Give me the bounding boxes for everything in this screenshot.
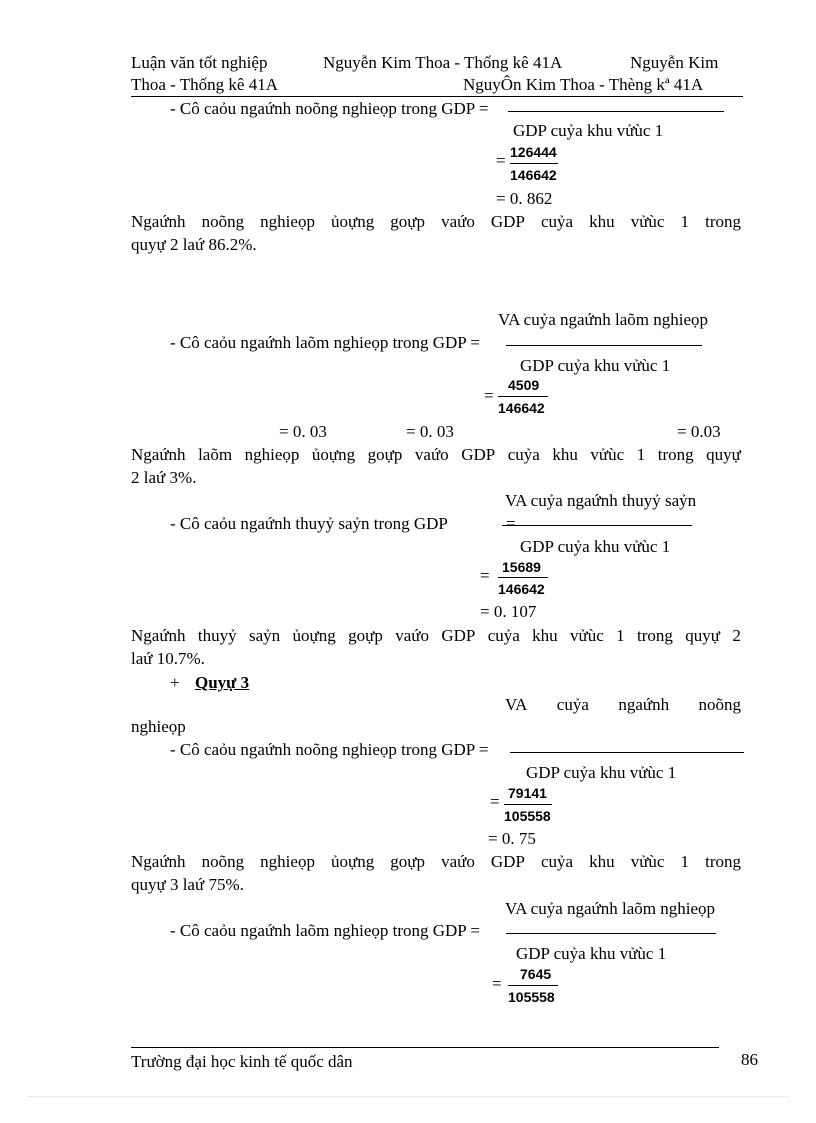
q2-forest-result-1: = 0. 03	[279, 422, 327, 441]
q2-forest-result-2: = 0. 03	[406, 422, 454, 441]
q3-agri-numerator-text	[505, 696, 741, 713]
word: khu	[589, 212, 615, 231]
header-rule	[131, 96, 743, 97]
q2-fish-result: = 0. 107	[480, 602, 537, 621]
word: GDP	[490, 212, 525, 231]
q2-agri-label: - Cô caỏu ngaứnh noõng nghieọp trong GDP =	[170, 99, 489, 118]
word: thuyỷ	[197, 626, 237, 645]
word: noõng	[201, 212, 245, 231]
equals-sign: =	[490, 792, 500, 811]
q2-forest-fraction-bar	[498, 396, 548, 397]
word: laõm	[198, 445, 233, 464]
q3-agri-denominator: 105558	[504, 808, 551, 824]
q2-agri-paragraph-line2: quyự 2 laứ 86.2%.	[131, 235, 257, 254]
q3-bullet: +	[170, 673, 180, 692]
q2-forest-denominator: 146642	[498, 400, 545, 416]
header-author-garbled: NguyÔn Kim Thoa - Thèng kª 41A	[463, 75, 704, 94]
word: ủoựng	[331, 852, 375, 871]
q3-agri-numerator: 79141	[508, 785, 547, 801]
word: goựp	[390, 212, 426, 231]
q2-agri-result: = 0. 862	[496, 189, 553, 208]
q2-forest-fraction-line	[506, 345, 702, 346]
q3-forest-equals: =	[492, 974, 502, 993]
q3-forest-numerator-text: VA cuỷa ngaứnh laõm nghieọp	[505, 899, 716, 918]
word: noõng	[201, 852, 245, 871]
q2-fish-equals: =	[506, 514, 516, 533]
word: goựp	[390, 852, 426, 871]
word: vửùc	[570, 626, 604, 645]
equals-sign: =	[480, 566, 490, 585]
word: cuỷa	[540, 852, 574, 871]
footer-rule	[131, 1047, 719, 1048]
q3-forest-fraction-bar	[508, 985, 558, 986]
q3-agri-fraction-line	[510, 752, 744, 753]
q3-forest-label: - Cô caỏu ngaứnh laõm nghieọp trong GDP =	[170, 921, 480, 940]
q2-forest-numerator-text: VA cuỷa ngaứnh laõm nghieọp	[498, 310, 709, 329]
word: ủoựng	[311, 445, 356, 464]
word: GDP	[441, 626, 476, 645]
q3-heading: Quyự 3	[195, 673, 250, 692]
equals-sign: =	[484, 386, 494, 405]
word: ngaứnh	[618, 695, 670, 714]
header-author-wrap: Thoa - Thống kê 41A	[131, 75, 278, 94]
q2-agri-denominator: 146642	[510, 167, 557, 183]
word: nghieọp	[244, 445, 300, 464]
word: cuỷa	[507, 445, 540, 464]
q2-agri-paragraph-line1	[131, 213, 741, 230]
word: quyự	[685, 626, 720, 645]
word: Ngaứnh	[131, 852, 186, 871]
word: Ngaứnh	[131, 212, 186, 231]
q2-fish-paragraph-line2: laứ 10.7%.	[131, 649, 205, 668]
word: trong	[636, 626, 673, 645]
word: khu	[532, 626, 558, 645]
word: vaứo	[441, 852, 475, 871]
word: vaứo	[414, 445, 449, 464]
q2-forest-numerator: 4509	[508, 377, 540, 393]
word: nghieọp	[260, 212, 315, 231]
q2-agri-denominator-text: GDP cuỷa khu vửùc 1	[513, 121, 664, 140]
q2-forest-result-3: = 0.03	[677, 422, 721, 441]
q3-forest-fraction-line	[506, 933, 716, 934]
word: VA	[505, 695, 528, 714]
q3-agri-paragraph-line2: quyự 3 laứ 75%.	[131, 875, 244, 894]
header-author: Nguyễn Kim Thoa - Thống kê 41A	[323, 53, 563, 72]
q2-forest-denominator-text: GDP cuỷa khu vửùc 1	[520, 356, 671, 375]
word: trong	[657, 445, 694, 464]
q2-agri-fraction-bar	[510, 163, 558, 164]
q2-agri-fraction-line	[508, 111, 724, 112]
q2-forest-paragraph-line1	[131, 446, 741, 463]
q3-forest-denominator: 105558	[508, 989, 555, 1005]
word: GDP	[461, 445, 496, 464]
q2-forest-label: - Cô caỏu ngaứnh laõm nghieọp trong GDP =	[170, 333, 480, 352]
q2-fish-fraction-line	[502, 525, 692, 526]
word: vửùc	[630, 852, 665, 871]
q3-agri-numerator-wrap: nghieọp	[131, 717, 186, 736]
word: goựp	[367, 445, 403, 464]
word: saỷn	[249, 626, 281, 645]
word: cuỷa	[487, 626, 520, 645]
equals-sign: =	[496, 151, 506, 170]
page-number: 86	[741, 1050, 758, 1069]
word: 1	[636, 445, 646, 464]
word: GDP	[490, 852, 525, 871]
q2-forest-paragraph-line2: 2 laứ 3%.	[131, 468, 197, 487]
q2-fish-denominator: 146642	[498, 581, 545, 597]
word: noõng	[698, 695, 741, 714]
q3-agri-label: - Cô caỏu ngaứnh noõng nghieọp trong GDP =	[170, 740, 489, 759]
word: trong	[705, 212, 741, 231]
word: ủoựng	[331, 212, 375, 231]
word: vaứo	[395, 626, 429, 645]
word: vửùc	[630, 212, 665, 231]
q2-fish-denominator-text: GDP cuỷa khu vửùc 1	[520, 537, 671, 556]
word: vaứo	[441, 212, 475, 231]
q3-agri-result: = 0. 75	[488, 829, 536, 848]
page-bottom-dotted-edge	[28, 1096, 788, 1097]
word: 1	[680, 212, 690, 231]
q2-fish-numerator: 15689	[502, 559, 541, 575]
word: vửùc	[590, 445, 625, 464]
word: Ngaứnh	[131, 626, 186, 645]
header-author-repeat: Nguyễn Kim	[630, 53, 719, 72]
word: khu	[589, 852, 615, 871]
q3-agri-paragraph-line1	[131, 853, 741, 870]
q2-fish-fraction-bar	[498, 577, 548, 578]
word: khu	[552, 445, 578, 464]
q3-forest-denominator-text: GDP cuỷa khu vửùc 1	[516, 944, 667, 963]
word: nghieọp	[260, 852, 315, 871]
word: cuỷa	[540, 212, 574, 231]
word: 2	[732, 626, 741, 645]
q2-fish-numerator-text: VA cuỷa ngaứnh thuyỷ saỷn	[505, 491, 697, 510]
word: cuỷa	[556, 695, 589, 714]
word: quyự	[706, 445, 741, 464]
word: ủoựng	[292, 626, 336, 645]
q3-agri-denominator-text: GDP cuỷa khu vửùc 1	[526, 763, 677, 782]
word: trong	[705, 852, 741, 871]
q2-fish-label: - Cô caỏu ngaứnh thuyỷ saỷn trong GDP	[170, 514, 448, 533]
word: Ngaứnh	[131, 445, 186, 464]
q2-agri-numerator: 126444	[510, 144, 557, 160]
q3-agri-fraction-bar	[504, 804, 552, 805]
q2-fish-paragraph-line1	[131, 627, 741, 644]
word: 1	[616, 626, 625, 645]
header-thesis-title: Luận văn tốt nghiệp	[131, 53, 268, 72]
q3-forest-numerator: 7645	[520, 966, 552, 982]
word: goựp	[348, 626, 383, 645]
word: 1	[680, 852, 690, 871]
footer-school: Trường đại học kinh tế quốc dân	[131, 1052, 353, 1071]
